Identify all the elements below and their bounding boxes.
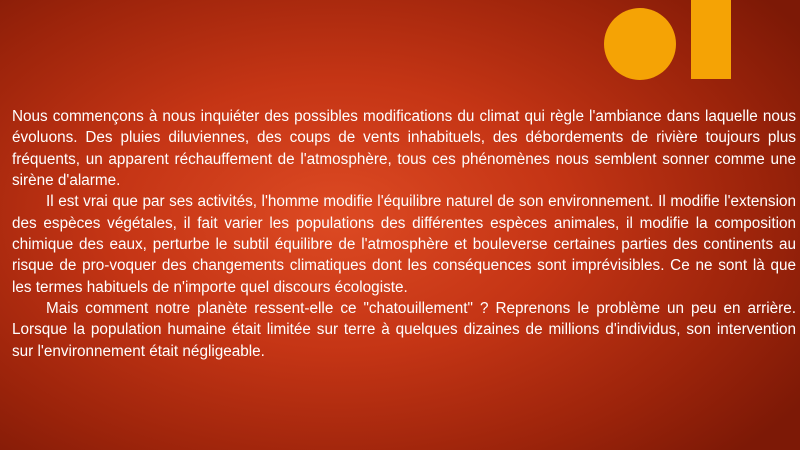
paragraph-1: Nous commençons à nous inquiéter des possibles modifications du climat qui règle l'ambiance dans laquelle nous évoluons. Des pluies diluviennes, des coups de vents inhabituels, des débordements de rivière toujours plus fréquents, un apparent réchauffement de l'atmosphère, tous ces phénomènes nous semblent sonner comme une sirène d'alarme. (12, 108, 796, 190)
paragraph-2: Il est vrai que par ses activités, l'homme modifie l'équilibre naturel de son environnement. Il modifie l'extension des espèces végétales, il fait varier les populations des différentes espèces animales, il modifie la composition chimique des eaux, perturbe le subtil équilibre de l'atmosphère et bouleverse certaines parties des continents au risque de pro-voquer des changements climatiques dont les conséquences sont imprévisibles. Ce ne sont là que les termes habituels de n'importe quel discours écologiste. (12, 193, 796, 296)
body-text (12, 106, 796, 362)
orange-circle-decoration (604, 8, 676, 80)
paragraph-3: Mais comment notre planète ressent-elle ce "chatouillement" ? Reprenons le problème un peu en arrière. Lorsque la population humaine était limitée sur terre à quelques dizaines de millions d'individus, son intervention sur l'environnement était négligeable. (12, 300, 796, 360)
orange-bar-decoration (691, 0, 731, 79)
